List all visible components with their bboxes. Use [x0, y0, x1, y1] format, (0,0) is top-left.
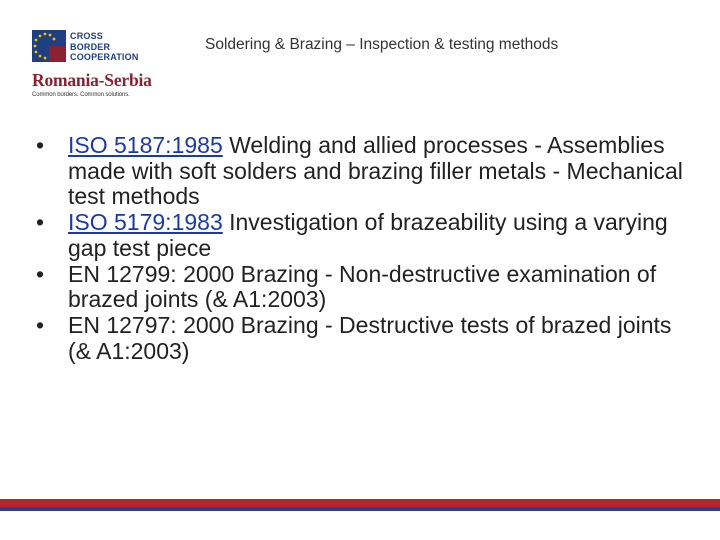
list-item	[30, 133, 690, 210]
bullet-icon: •	[35, 311, 45, 338]
bullet-list	[30, 133, 690, 364]
standard-link[interactable]: ISO 5187:1985	[68, 132, 223, 158]
list-item-text: EN 12797: 2000 Brazing - Destructive tests of brazed joints (& A1:2003)	[68, 311, 672, 364]
logo-line-cross: CROSS	[70, 31, 104, 41]
logo-line-cooperation: COOPERATION	[70, 52, 139, 62]
logo-tagline: Common borders. Common solutions.	[32, 92, 130, 98]
cross-border-logo	[30, 28, 160, 104]
standard-link[interactable]: ISO 5179:1983	[68, 209, 223, 236]
list-item-text: Welding and allied processes - Assemblies made with soft solders and brazing filler metals - Mechanical test methods	[68, 132, 683, 210]
eu-stars-flag-icon	[32, 30, 66, 62]
logo-text	[70, 31, 139, 63]
footer-red-bar	[0, 499, 720, 507]
footer-blue-bar	[0, 507, 720, 511]
bullet-icon: •	[35, 260, 45, 287]
list-item	[30, 313, 690, 364]
logo-region: Romania-Serbia	[32, 70, 152, 90]
list-item-text: Investigation of brazeability using a varying gap test piece	[68, 209, 668, 261]
list-item	[30, 210, 690, 261]
logo-line-border: BORDER	[70, 41, 111, 52]
list-item	[30, 262, 690, 313]
list-item-text: EN 12799: 2000 Brazing - Non-destructive examination of brazed joints (& A1:2003)	[68, 260, 657, 313]
slide-title: Soldering & Brazing – Inspection & testing methods	[205, 36, 559, 53]
bullet-icon: •	[35, 209, 45, 236]
bullet-icon: •	[35, 132, 45, 158]
